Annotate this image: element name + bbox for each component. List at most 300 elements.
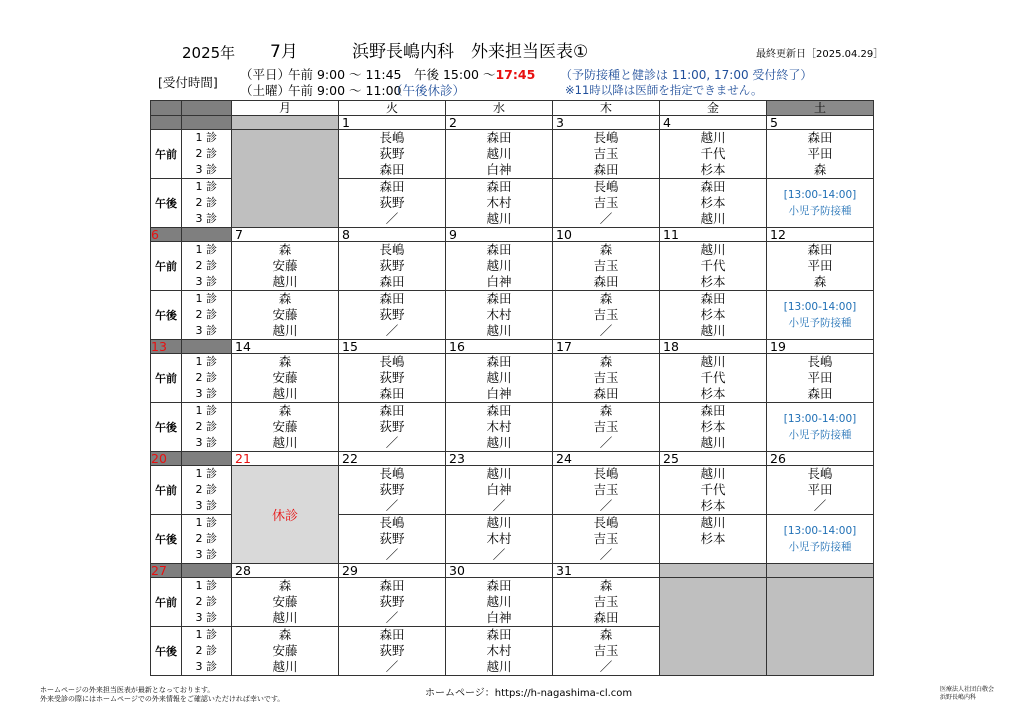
date-fri [660,564,767,578]
doctor-cell [446,179,553,228]
date-sat: 19 [767,340,874,354]
am-row [151,354,874,403]
doctor-name: 越川 [700,242,726,257]
doctor-cell [660,466,767,515]
session-am: 午前 [151,578,182,627]
slot-label: 2 診 [195,644,217,657]
session-pm: 午後 [151,515,182,564]
pediatric-vaccination-cell [767,291,874,340]
no-clinic-cell [767,578,874,676]
doctor-name: 森田 [593,610,619,625]
doctor-name: 森田 [379,403,405,418]
doctor-name: 吉玉 [593,643,619,658]
doctor-name: 越川 [486,211,512,226]
pediatric-label: 小児予防接種 [788,317,852,329]
doctor-name: 森 [599,242,613,257]
doctor-name: 森田 [379,386,405,401]
pediatric-time: [13:00-14:00] [783,525,857,537]
doctor-name: 安藤 [272,419,298,434]
session-am: 午前 [151,354,182,403]
doctor-cell [553,403,660,452]
doctor-name: 白神 [486,610,512,625]
am-row [151,578,874,627]
date-row [151,564,874,578]
doctor-cell [339,515,446,564]
doctor-name: 平田 [807,370,833,385]
saturday-note: （午後休診） [390,83,466,98]
doctor-name: 吉玉 [593,482,619,497]
saturday-label: （土曜） [240,83,291,98]
doctor-cell [339,291,446,340]
doctor-name: ／ [599,435,613,450]
date-fri: 18 [660,340,767,354]
date-mon: 21 [232,452,339,466]
slot-label: 1 診 [195,467,217,480]
schedule-table [150,100,874,676]
doctor-name: 木村 [486,531,512,546]
date-row-blank [182,228,232,242]
doctor-name: ／ [599,547,613,562]
doctor-name: 越川 [486,258,512,273]
slot-label: 2 診 [195,371,217,384]
date-fri: 4 [660,116,767,130]
doctor-name: 森田 [593,274,619,289]
doctor-cell [767,466,874,515]
doctor-name: 安藤 [272,370,298,385]
pediatric-vaccination-cell [767,179,874,228]
doctor-name [660,547,766,563]
footer-corp: 医療法人社団白敬会 [940,686,995,693]
doctor-name: 越川 [486,146,512,161]
doctor-name: 森田 [486,354,512,369]
closed-cell: 休診 [232,466,339,564]
doctor-name: 杉本 [700,531,726,546]
slot-labels [182,578,232,627]
pediatric-label: 小児予防接種 [788,205,852,217]
session-am: 午前 [151,242,182,291]
am-row [151,242,874,291]
doctor-name: 森田 [379,291,405,306]
doctor-cell [446,354,553,403]
slot-label: 2 診 [195,420,217,433]
pediatric-time: [13:00-14:00] [783,301,857,313]
doctor-name: 森田 [379,274,405,289]
slot-label: 3 診 [195,387,217,400]
doctor-name: 森田 [486,242,512,257]
slot-label: 2 診 [195,259,217,272]
doctor-cell [660,130,767,179]
doctor-cell [232,242,339,291]
doctor-cell [660,242,767,291]
slot-label: 1 診 [195,355,217,368]
doctor-name: 森田 [807,242,833,257]
date-wed: 30 [446,564,553,578]
slot-label: 3 診 [195,163,217,176]
doctor-name: 森田 [486,627,512,642]
doctor-name: 越川 [700,211,726,226]
slot-label: 2 診 [195,308,217,321]
day-header-thu: 木 [553,101,660,116]
slot-label: 1 診 [195,292,217,305]
doctor-name: 白神 [486,274,512,289]
date-mon: 28 [232,564,339,578]
doctor-name: 森田 [486,578,512,593]
no-clinic-cell [660,578,767,676]
slot-label: 1 診 [195,516,217,529]
doctor-name: 千代 [700,370,726,385]
doctor-name: 越川 [486,435,512,450]
am-row [151,130,874,179]
slot-label: 2 診 [195,595,217,608]
doctor-cell [660,291,767,340]
date-row-blank [182,340,232,354]
date-tue: 8 [339,228,446,242]
doctor-name: 森田 [379,179,405,194]
header-blank [151,101,182,116]
doctor-name: 荻野 [379,643,405,658]
footer-note-line-2: 外来受診の際にはホームページでの外来情報をご確認いただければ幸いです。 [40,695,285,703]
doctor-name: 越川 [272,435,298,450]
doctor-name: 越川 [486,659,512,674]
sunday-date [151,116,182,130]
doctor-name: ／ [599,323,613,338]
doctor-name: 森田 [379,162,405,177]
doctor-name: 安藤 [272,258,298,273]
doctor-name: ／ [385,547,399,562]
doctor-name: 吉玉 [593,419,619,434]
date-fri: 11 [660,228,767,242]
sunday-date: 6 [151,228,182,242]
slot-label: 1 診 [195,628,217,641]
doctor-name: 越川 [486,323,512,338]
date-tue: 1 [339,116,446,130]
doctor-cell [553,515,660,564]
doctor-name: 荻野 [379,307,405,322]
doctor-name: 杉本 [700,307,726,322]
doctor-name: 白神 [486,386,512,401]
doctor-name: ／ [813,498,827,513]
doctor-name: 長嶋 [807,354,833,369]
doctor-name: 森田 [807,130,833,145]
doctor-name: 越川 [486,370,512,385]
doctor-name: 森田 [700,179,726,194]
slot-label: 3 診 [195,275,217,288]
doctor-name: 越川 [272,323,298,338]
pediatric-label: 小児予防接種 [788,429,852,441]
doctor-name: 越川 [700,354,726,369]
doctor-cell [339,354,446,403]
no-clinic-cell [232,130,339,228]
doctor-cell [339,578,446,627]
session-pm: 午後 [151,627,182,676]
doctor-name: 森田 [700,291,726,306]
slot-labels [182,130,232,179]
doctor-cell [232,291,339,340]
slot-label: 2 診 [195,532,217,545]
slot-labels [182,627,232,676]
doctor-name: 長嶋 [379,354,405,369]
slot-labels [182,354,232,403]
doctor-name: 越川 [486,515,512,530]
doctor-cell [446,403,553,452]
doctor-name: ／ [599,498,613,513]
doctor-name: 平田 [807,482,833,497]
footer-note [40,686,284,704]
doctor-name: 越川 [700,130,726,145]
slot-label: 3 診 [195,660,217,673]
doctor-name: ／ [385,211,399,226]
slot-labels [182,515,232,564]
weekday-pm-hours [414,69,535,82]
doctor-name: 越川 [272,659,298,674]
doctor-name: 木村 [486,643,512,658]
doctor-name: ／ [385,435,399,450]
doctor-name: 荻野 [379,370,405,385]
slot-labels [182,403,232,452]
doctor-name: 平田 [807,258,833,273]
doctor-name: 荻野 [379,146,405,161]
doctor-name: 長嶋 [379,242,405,257]
saturday-am-hours: 午前 9:00 ～ 11:00 [288,83,402,98]
weekday-label: （平日） [240,67,291,82]
doctor-cell [767,130,874,179]
header-year: 2025年 [182,44,236,62]
session-am: 午前 [151,466,182,515]
doctor-name: 杉本 [700,498,726,513]
doctor-name: 杉本 [700,274,726,289]
doctor-name: 森田 [486,179,512,194]
doctor-cell [339,627,446,676]
doctor-name: 森田 [486,130,512,145]
doctor-name: 森 [278,627,292,642]
doctor-cell [232,627,339,676]
doctor-name: 森 [813,162,827,177]
doctor-cell [660,515,767,564]
doctor-name: 森田 [486,291,512,306]
date-wed: 2 [446,116,553,130]
weekday-pm-end: 17:45 [495,67,536,82]
doctor-cell [339,130,446,179]
weekday-pm-prefix: 午後 15:00 ～ [414,67,496,82]
date-fri: 25 [660,452,767,466]
date-wed: 23 [446,452,553,466]
doctor-name: 越川 [486,466,512,481]
pediatric-time: [13:00-14:00] [783,189,857,201]
doctor-name: 長嶋 [379,466,405,481]
date-thu: 24 [553,452,660,466]
doctor-cell [339,179,446,228]
doctor-name: 越川 [486,594,512,609]
doctor-name: ／ [599,211,613,226]
doctor-name: 千代 [700,482,726,497]
doctor-note: ※11時以降は医師を指定できません。 [565,83,763,97]
doctor-name: 森 [278,291,292,306]
sunday-date: 27 [151,564,182,578]
slot-label: 3 診 [195,499,217,512]
slot-label: 3 診 [195,611,217,624]
date-thu: 31 [553,564,660,578]
date-row [151,452,874,466]
doctor-name: 安藤 [272,307,298,322]
doctor-name: 越川 [700,466,726,481]
doctor-cell [446,578,553,627]
doctor-name: 森 [813,274,827,289]
doctor-cell [553,242,660,291]
doctor-cell [446,627,553,676]
doctor-name: 森田 [593,386,619,401]
doctor-name: 杉本 [700,386,726,401]
footer-clinic-name: 浜野長嶋内科 [940,694,977,701]
slot-label: 1 診 [195,404,217,417]
doctor-cell [767,354,874,403]
slot-label: 3 診 [195,212,217,225]
date-tue: 15 [339,340,446,354]
doctor-name: 越川 [272,274,298,289]
day-header-fri: 金 [660,101,767,116]
doctor-name: 森 [278,242,292,257]
date-thu: 10 [553,228,660,242]
doctor-name: ／ [492,498,506,513]
doctor-name: 吉玉 [593,370,619,385]
doctor-name: 荻野 [379,531,405,546]
doctor-name: ／ [385,659,399,674]
footer-clinic [940,686,994,702]
doctor-name: 森田 [593,162,619,177]
doctor-name: 荻野 [379,419,405,434]
doctor-name: ／ [385,610,399,625]
slot-label: 2 診 [195,196,217,209]
pediatric-vaccination-cell [767,515,874,564]
date-mon: 7 [232,228,339,242]
doctor-name: 越川 [700,515,726,530]
doctor-name: 荻野 [379,258,405,273]
doctor-name: 吉玉 [593,531,619,546]
weekday-am-hours: 午前 9:00 ～ 11:45 [288,67,402,82]
date-sat: 5 [767,116,874,130]
doctor-cell [553,354,660,403]
slot-label: 3 診 [195,548,217,561]
doctor-name: 荻野 [379,195,405,210]
footer-homepage: ホームページ：https://h-nagashima-cl.com [425,688,633,699]
doctor-name: 越川 [272,386,298,401]
date-row [151,340,874,354]
doctor-cell [339,466,446,515]
slot-label: 2 診 [195,483,217,496]
day-header-wed: 水 [446,101,553,116]
doctor-name: 長嶋 [593,130,619,145]
doctor-name: ／ [385,498,399,513]
doctor-name: 長嶋 [593,515,619,530]
doctor-name: 吉玉 [593,258,619,273]
reception-label: [受付時間] [158,75,218,90]
slot-label: 3 診 [195,324,217,337]
doctor-cell [767,242,874,291]
doctor-name: 森 [278,354,292,369]
doctor-name: 森 [599,403,613,418]
date-sat [767,564,874,578]
doctor-name: 木村 [486,419,512,434]
date-wed: 9 [446,228,553,242]
sunday-date: 13 [151,340,182,354]
date-thu: 17 [553,340,660,354]
doctor-cell [339,403,446,452]
date-tue: 29 [339,564,446,578]
footer-note-line-1: ホームページの外来担当医表が最新となっております。 [40,686,215,694]
doctor-cell [553,179,660,228]
doctor-cell [232,403,339,452]
doctor-cell [660,179,767,228]
doctor-name: 千代 [700,258,726,273]
date-sat: 12 [767,228,874,242]
header-blank [182,101,232,116]
doctor-name: 森 [278,403,292,418]
doctor-name: 越川 [272,610,298,625]
doctor-name: 森 [599,354,613,369]
pediatric-vaccination-cell [767,403,874,452]
day-header-row [151,101,874,116]
doctor-name: 森田 [486,403,512,418]
slot-label: 1 診 [195,579,217,592]
doctor-name: 平田 [807,146,833,161]
date-row-blank [182,564,232,578]
session-pm: 午後 [151,403,182,452]
pediatric-time: [13:00-14:00] [783,413,857,425]
doctor-name: 杉本 [700,162,726,177]
date-mon [232,116,339,130]
doctor-name: ／ [385,323,399,338]
sunday-date: 20 [151,452,182,466]
doctor-name: 越川 [700,435,726,450]
doctor-cell [553,291,660,340]
slot-label: 2 診 [195,147,217,160]
date-tue: 22 [339,452,446,466]
slot-label: 1 診 [195,243,217,256]
day-header-mon: 月 [232,101,339,116]
session-pm: 午後 [151,291,182,340]
doctor-cell [553,627,660,676]
doctor-cell [660,354,767,403]
doctor-name: 安藤 [272,643,298,658]
doctor-name: 森田 [700,403,726,418]
doctor-cell [553,130,660,179]
slot-label: 1 診 [195,131,217,144]
date-row-blank [182,116,232,130]
doctor-cell [446,466,553,515]
doctor-name: 白神 [486,162,512,177]
doctor-cell [553,578,660,627]
session-pm: 午後 [151,179,182,228]
reception-note: （予防接種と健診は 11:00, 17:00 受付終了） [560,68,813,82]
day-header-tue: 火 [339,101,446,116]
doctor-cell [446,130,553,179]
doctor-name: ／ [492,547,506,562]
doctor-name: 森田 [807,386,833,401]
doctor-cell [232,578,339,627]
doctor-cell [232,354,339,403]
header-month: 7月 [270,42,298,62]
doctor-name: 長嶋 [807,466,833,481]
slot-labels [182,179,232,228]
date-row [151,116,874,130]
page-title: 浜野長嶋内科 外来担当医表① [352,42,589,62]
doctor-name: 杉本 [700,419,726,434]
date-row-blank [182,452,232,466]
doctor-name: 吉玉 [593,195,619,210]
am-row [151,466,874,515]
doctor-name: 木村 [486,195,512,210]
pm-row [151,403,874,452]
doctor-name: 長嶋 [379,130,405,145]
